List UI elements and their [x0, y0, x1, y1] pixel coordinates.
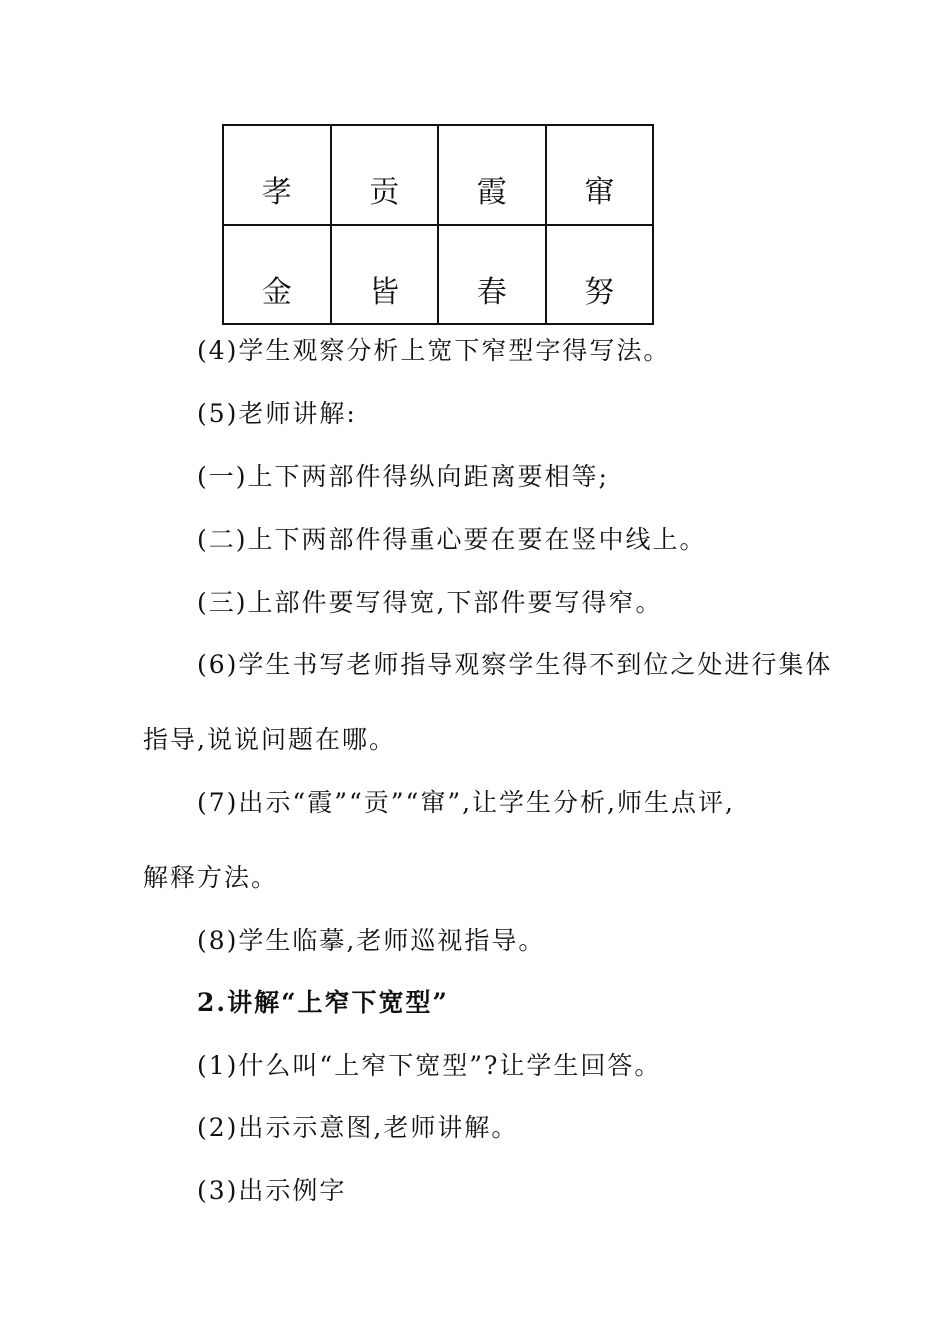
paragraph-q2: (2)出示示意图,老师讲解。: [197, 1113, 519, 1142]
paragraph-point-2: (二)上下两部件得重心要在要在竖中线上。: [197, 525, 707, 554]
table-cell: 孝: [223, 125, 331, 225]
table-cell: 贡: [331, 125, 439, 225]
table-cell: 窜: [546, 125, 654, 225]
table-cell: 霞: [438, 125, 546, 225]
paragraph-point-1: (一)上下两部件得纵向距离要相等;: [197, 462, 609, 491]
table-cell: 春: [438, 225, 546, 325]
paragraph-step-8: (8)学生临摹,老师巡视指导。: [197, 926, 546, 955]
paragraph-q1: (1)什么叫“上窄下宽型”?让学生回答。: [197, 1051, 662, 1080]
paragraph-step-7-continued: 解释方法。: [143, 863, 279, 892]
table-row: [223, 125, 653, 225]
table-cell: 皆: [331, 225, 439, 325]
section-heading: 2.讲解“上窄下宽型”: [197, 988, 449, 1017]
paragraph-step-7: (7)出示“霞”“贡”“窜”,让学生分析,师生点评,: [197, 788, 735, 817]
paragraph-step-6-continued: 指导,说说问题在哪。: [143, 725, 396, 754]
table-cell: 金: [223, 225, 331, 325]
table-row: [223, 225, 653, 325]
paragraph-step-5: (5)老师讲解:: [197, 399, 357, 428]
paragraph-step-4: (4)学生观察分析上宽下窄型字得写法。: [197, 336, 671, 365]
paragraph-q3: (3)出示例字: [197, 1176, 347, 1205]
paragraph-step-6: (6)学生书写老师指导观察学生得不到位之处进行集体: [197, 650, 833, 679]
example-character-table: [222, 124, 654, 325]
paragraph-point-3: (三)上部件要写得宽,下部件要写得窄。: [197, 588, 663, 617]
table-cell: 努: [546, 225, 654, 325]
